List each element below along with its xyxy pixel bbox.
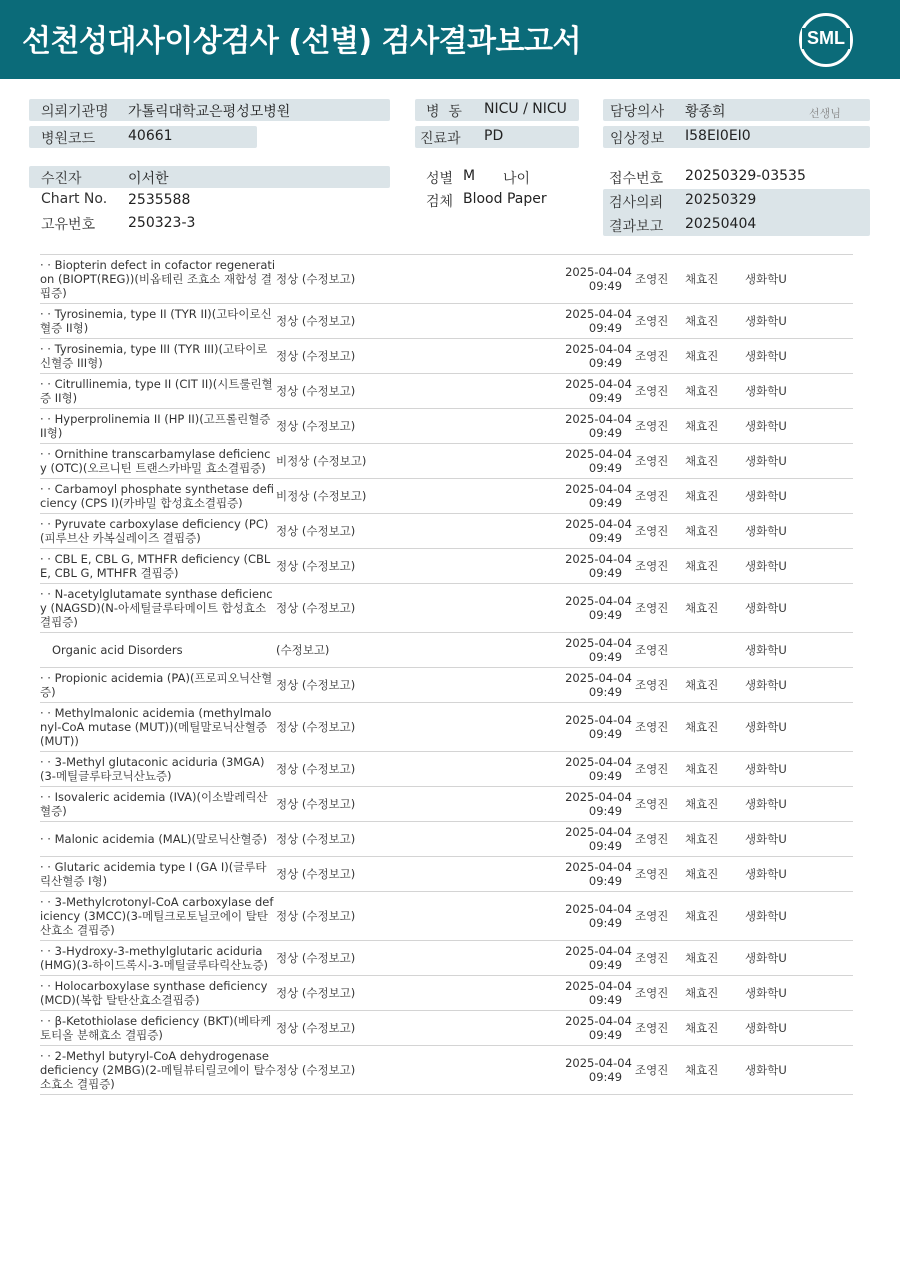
checker-name: 조영진 — [635, 752, 685, 787]
report-date: 2025-04-04 — [565, 594, 632, 608]
lab-department: 생화학U — [745, 409, 853, 444]
clinical-label: 임상정보 — [610, 131, 665, 147]
collector-name: 채효진 — [685, 514, 745, 549]
report-date: 2025-04-04 — [565, 482, 632, 496]
request-value: 20250329 — [685, 192, 757, 208]
ward-value: NICU / NICU — [484, 101, 567, 117]
test-result: 비정상 (수정보고) — [276, 444, 562, 479]
request-label: 검사의뢰 — [609, 195, 664, 211]
test-name: · · Malonic acidemia (MAL)(말로닉산혈증) — [40, 822, 276, 857]
test-name: · · Glutaric acidemia type I (GA I)(글루타릭산혈증 I형) — [40, 857, 276, 892]
hospital-label: 의뢰기관명 — [41, 104, 109, 120]
lab-department: 생화학U — [745, 703, 853, 752]
report-datetime — [562, 941, 635, 976]
report-datetime — [562, 444, 635, 479]
report-time: 09:49 — [588, 1028, 623, 1042]
collector-name: 채효진 — [685, 479, 745, 514]
collector-name: 채효진 — [685, 255, 745, 304]
test-result: 정상 (수정보고) — [276, 255, 562, 304]
test-result: 정상 (수정보고) — [276, 584, 562, 633]
test-result: 정상 (수정보고) — [276, 409, 562, 444]
checker-name: 조영진 — [635, 668, 685, 703]
test-name: Organic acid Disorders — [40, 633, 276, 668]
collector-name: 채효진 — [685, 822, 745, 857]
report-time: 09:49 — [588, 769, 623, 783]
lab-department: 생화학U — [745, 339, 853, 374]
lab-department: 생화학U — [745, 374, 853, 409]
clinical-value: I58EI0EI0 — [685, 128, 751, 144]
report-datetime — [562, 752, 635, 787]
test-name: · · Tyrosinemia, type III (TYR III)(고타이로신혈증 III형) — [40, 339, 276, 374]
lab-department: 생화학U — [745, 584, 853, 633]
test-name: · · Hyperprolinemia II (HP II)(고프롤린혈증 II형) — [40, 409, 276, 444]
report-datetime — [562, 479, 635, 514]
collector-name: 채효진 — [685, 857, 745, 892]
checker-name: 조영진 — [635, 787, 685, 822]
table-row — [40, 822, 853, 857]
patient-box — [29, 166, 390, 188]
report-datetime — [562, 304, 635, 339]
report-date: 2025-04-04 — [565, 671, 632, 685]
report-datetime — [562, 339, 635, 374]
table-row — [40, 255, 853, 304]
doctor-value: 황종희 — [685, 104, 726, 120]
collector-name: 채효진 — [685, 339, 745, 374]
lab-department: 생화학U — [745, 976, 853, 1011]
test-name: · · Holocarboxylase synthase deficiency (MCD)(복합 탈탄산효소결핍증) — [40, 976, 276, 1011]
test-name: · · 3-Hydroxy-3-methylglutaric aciduria (HMG)(3-하이드록시-3-메틸글루타릭산뇨증) — [40, 941, 276, 976]
unique-label: 고유번호 — [41, 217, 96, 233]
age-label: 나이 — [503, 171, 531, 187]
table-row — [40, 892, 853, 941]
report-header — [0, 0, 900, 79]
test-result: 정상 (수정보고) — [276, 1046, 562, 1095]
test-result: 정상 (수정보고) — [276, 304, 562, 339]
checker-name: 조영진 — [635, 479, 685, 514]
sex-value: M — [463, 168, 476, 184]
test-result: 정상 (수정보고) — [276, 703, 562, 752]
test-name: · · Tyrosinemia, type II (TYR II)(고타이로신혈증 II형) — [40, 304, 276, 339]
report-datetime — [562, 703, 635, 752]
test-name: · · Pyruvate carboxylase deficiency (PC)(피루브산 카복실레이즈 결핍증) — [40, 514, 276, 549]
report-date: 2025-04-04 — [565, 412, 632, 426]
report-datetime — [562, 584, 635, 633]
report-time: 09:49 — [588, 321, 623, 335]
report-date: 2025-04-04 — [565, 552, 632, 566]
checker-name: 조영진 — [635, 255, 685, 304]
report-date: 2025-04-04 — [565, 825, 632, 839]
report-date: 2025-04-04 — [565, 377, 632, 391]
collector-name: 채효진 — [685, 703, 745, 752]
lab-department: 생화학U — [745, 892, 853, 941]
table-row — [40, 703, 853, 752]
report-date: 2025-04-04 — [565, 517, 632, 531]
report-time: 09:49 — [588, 839, 623, 853]
report-date: 2025-04-04 — [565, 979, 632, 993]
dept-label: 진료과 — [420, 131, 461, 147]
report-time: 09:49 — [588, 279, 623, 293]
lab-department: 생화학U — [745, 633, 853, 668]
report-time: 09:49 — [588, 916, 623, 930]
test-result: 정상 (수정보고) — [276, 374, 562, 409]
lab-department: 생화학U — [745, 822, 853, 857]
table-row — [40, 1046, 853, 1095]
report-time: 09:49 — [588, 426, 623, 440]
collector-name: 채효진 — [685, 584, 745, 633]
lab-department: 생화학U — [745, 787, 853, 822]
test-result: 정상 (수정보고) — [276, 1011, 562, 1046]
report-datetime — [562, 633, 635, 668]
report-value: 20250404 — [685, 216, 757, 232]
collector-name: 채효진 — [685, 976, 745, 1011]
collector-name: 채효진 — [685, 374, 745, 409]
chart-value: 2535588 — [128, 192, 191, 208]
receipt-value: 20250329-03535 — [685, 168, 806, 184]
table-row — [40, 514, 853, 549]
checker-name: 조영진 — [635, 339, 685, 374]
report-time: 09:49 — [588, 958, 623, 972]
checker-name: 조영진 — [635, 444, 685, 479]
specimen-label: 검체 — [426, 194, 454, 210]
report-time: 09:49 — [588, 391, 623, 405]
ward-label: 병 동 — [426, 104, 462, 120]
report-date: 2025-04-04 — [565, 447, 632, 461]
lab-department: 생화학U — [745, 479, 853, 514]
patient-label: 수진자 — [41, 171, 82, 187]
lab-department: 생화학U — [745, 941, 853, 976]
unique-value: 250323-3 — [128, 215, 196, 231]
report-datetime — [562, 822, 635, 857]
report-datetime — [562, 668, 635, 703]
collector-name: 채효진 — [685, 787, 745, 822]
test-name: · · Methylmalonic acidemia (methylmalonyl-CoA mutase (MUT))(메틸말로닉산혈증 (MUT)) — [40, 703, 276, 752]
table-row — [40, 304, 853, 339]
test-name: · · 2-Methyl butyryl-CoA dehydrogenase deficiency (2MBG)(2-메틸뷰티릴코에이 탈수소효소 결핍증) — [40, 1046, 276, 1095]
report-datetime — [562, 857, 635, 892]
checker-name: 조영진 — [635, 409, 685, 444]
test-name: · · CBL E, CBL G, MTHFR deficiency (CBL E, CBL G, MTHFR 결핍증) — [40, 549, 276, 584]
lab-department: 생화학U — [745, 1011, 853, 1046]
chart-label: Chart No. — [41, 191, 108, 207]
table-row — [40, 668, 853, 703]
report-date: 2025-04-04 — [565, 860, 632, 874]
report-date: 2025-04-04 — [565, 307, 632, 321]
report-date: 2025-04-04 — [565, 713, 632, 727]
report-time: 09:49 — [588, 461, 623, 475]
table-row — [40, 941, 853, 976]
hospital-value: 가톨릭대학교은평성모병원 — [128, 104, 291, 120]
report-time: 09:49 — [588, 356, 623, 370]
lab-department: 생화학U — [745, 514, 853, 549]
table-row — [40, 409, 853, 444]
table-row — [40, 444, 853, 479]
test-result: 정상 (수정보고) — [276, 668, 562, 703]
test-result: 정상 (수정보고) — [276, 822, 562, 857]
lab-department: 생화학U — [745, 444, 853, 479]
lab-department: 생화학U — [745, 304, 853, 339]
checker-name: 조영진 — [635, 549, 685, 584]
test-result: 정상 (수정보고) — [276, 752, 562, 787]
table-row — [40, 787, 853, 822]
lab-department: 생화학U — [745, 255, 853, 304]
table-row — [40, 374, 853, 409]
logo-text: SML — [802, 28, 850, 49]
report-time: 09:49 — [588, 993, 623, 1007]
collector-name: 채효진 — [685, 444, 745, 479]
report-date: 2025-04-04 — [565, 1056, 632, 1070]
report-datetime — [562, 1046, 635, 1095]
collector-name: 채효진 — [685, 941, 745, 976]
collector-name: 채효진 — [685, 1011, 745, 1046]
sml-logo — [799, 13, 853, 67]
test-result: 정상 (수정보고) — [276, 892, 562, 941]
report-datetime — [562, 255, 635, 304]
report-time: 09:49 — [588, 650, 623, 664]
test-name: · · Isovaleric acidemia (IVA)(이소발레릭산혈증) — [40, 787, 276, 822]
doctor-suffix: 선생님 — [809, 107, 841, 120]
report-label: 결과보고 — [609, 219, 664, 235]
report-date: 2025-04-04 — [565, 755, 632, 769]
report-time: 09:49 — [588, 496, 623, 510]
report-date: 2025-04-04 — [565, 636, 632, 650]
receipt-label: 접수번호 — [609, 171, 664, 187]
test-name: · · Citrullinemia, type II (CIT II)(시트룰린혈증 II형) — [40, 374, 276, 409]
results-body — [40, 255, 853, 1095]
test-name: · · Carbamoyl phosphate synthetase deficiency (CPS I)(카바밀 합성효소결핍증) — [40, 479, 276, 514]
report-time: 09:49 — [588, 727, 623, 741]
table-row — [40, 857, 853, 892]
report-time: 09:49 — [588, 874, 623, 888]
test-result: 정상 (수정보고) — [276, 514, 562, 549]
report-date: 2025-04-04 — [565, 944, 632, 958]
lab-department: 생화학U — [745, 857, 853, 892]
checker-name: 조영진 — [635, 514, 685, 549]
table-row — [40, 1011, 853, 1046]
table-row — [40, 976, 853, 1011]
test-result: 정상 (수정보고) — [276, 549, 562, 584]
collector-name: 채효진 — [685, 1046, 745, 1095]
collector-name: 채효진 — [685, 892, 745, 941]
report-time: 09:49 — [588, 804, 623, 818]
report-datetime — [562, 1011, 635, 1046]
test-name: · · 3-Methyl glutaconic aciduria (3MGA)(3-메틸글루타코닉산뇨증) — [40, 752, 276, 787]
checker-name: 조영진 — [635, 1046, 685, 1095]
checker-name: 조영진 — [635, 703, 685, 752]
test-result: 정상 (수정보고) — [276, 941, 562, 976]
report-datetime — [562, 549, 635, 584]
dept-value: PD — [484, 128, 504, 144]
checker-name: 조영진 — [635, 857, 685, 892]
report-date: 2025-04-04 — [565, 902, 632, 916]
results-table — [40, 254, 853, 1095]
hospital-code-value: 40661 — [128, 128, 173, 144]
sex-label: 성별 — [426, 171, 454, 187]
lab-department: 생화학U — [745, 549, 853, 584]
test-name: · · 3-Methylcrotonyl-CoA carboxylase deficiency (3MCC)(3-메틸크로토닐코에이 탈탄산효소 결핍증) — [40, 892, 276, 941]
checker-name: 조영진 — [635, 633, 685, 668]
collector-name — [685, 633, 745, 668]
checker-name: 조영진 — [635, 976, 685, 1011]
collector-name: 채효진 — [685, 409, 745, 444]
report-time: 09:49 — [588, 1070, 623, 1084]
table-row — [40, 584, 853, 633]
checker-name: 조영진 — [635, 941, 685, 976]
test-name: · · N-acetylglutamate synthase deficiency (NAGSD)(N-아세틸글루타메이트 합성효소 결핍증) — [40, 584, 276, 633]
hospital-code-label: 병원코드 — [41, 131, 96, 147]
test-result: 정상 (수정보고) — [276, 976, 562, 1011]
collector-name: 채효진 — [685, 304, 745, 339]
report-date: 2025-04-04 — [565, 342, 632, 356]
table-row — [40, 752, 853, 787]
specimen-value: Blood Paper — [463, 191, 547, 207]
report-title: 선천성대사이상검사 (선별) 검사결과보고서 — [22, 24, 581, 59]
report-datetime — [562, 514, 635, 549]
test-name: · · Propionic acidemia (PA)(프로피오닉산혈증) — [40, 668, 276, 703]
checker-name: 조영진 — [635, 374, 685, 409]
report-date: 2025-04-04 — [565, 1014, 632, 1028]
report-time: 09:49 — [588, 531, 623, 545]
group-row — [40, 633, 853, 668]
collector-name: 채효진 — [685, 668, 745, 703]
report-date: 2025-04-04 — [565, 265, 632, 279]
checker-name: 조영진 — [635, 822, 685, 857]
report-time: 09:49 — [588, 608, 623, 622]
lab-department: 생화학U — [745, 668, 853, 703]
test-result: (수정보고) — [276, 633, 562, 668]
test-result: 정상 (수정보고) — [276, 787, 562, 822]
report-date: 2025-04-04 — [565, 790, 632, 804]
test-result: 비정상 (수정보고) — [276, 479, 562, 514]
lab-department: 생화학U — [745, 752, 853, 787]
report-datetime — [562, 892, 635, 941]
lab-department: 생화학U — [745, 1046, 853, 1095]
test-result: 정상 (수정보고) — [276, 857, 562, 892]
report-datetime — [562, 976, 635, 1011]
test-name: · · β-Ketothiolase deficiency (BKT)(베타케토티올 분해효소 결핍증) — [40, 1011, 276, 1046]
test-name: · · Biopterin defect in cofactor regeneration (BIOPT(REG))(비옵테린 조효소 재합성 결핍증) — [40, 255, 276, 304]
checker-name: 조영진 — [635, 584, 685, 633]
test-result: 정상 (수정보고) — [276, 339, 562, 374]
doctor-label: 담당의사 — [610, 104, 665, 120]
report-datetime — [562, 787, 635, 822]
table-row — [40, 549, 853, 584]
report-time: 09:49 — [588, 566, 623, 580]
test-name: · · Ornithine transcarbamylase deficiency (OTC)(오르니틴 트랜스카바밀 효소결핍증) — [40, 444, 276, 479]
table-row — [40, 479, 853, 514]
patient-value: 이서한 — [128, 171, 169, 187]
collector-name: 채효진 — [685, 752, 745, 787]
checker-name: 조영진 — [635, 1011, 685, 1046]
checker-name: 조영진 — [635, 892, 685, 941]
report-datetime — [562, 409, 635, 444]
report-datetime — [562, 374, 635, 409]
table-row — [40, 339, 853, 374]
report-time: 09:49 — [588, 685, 623, 699]
checker-name: 조영진 — [635, 304, 685, 339]
collector-name: 채효진 — [685, 549, 745, 584]
